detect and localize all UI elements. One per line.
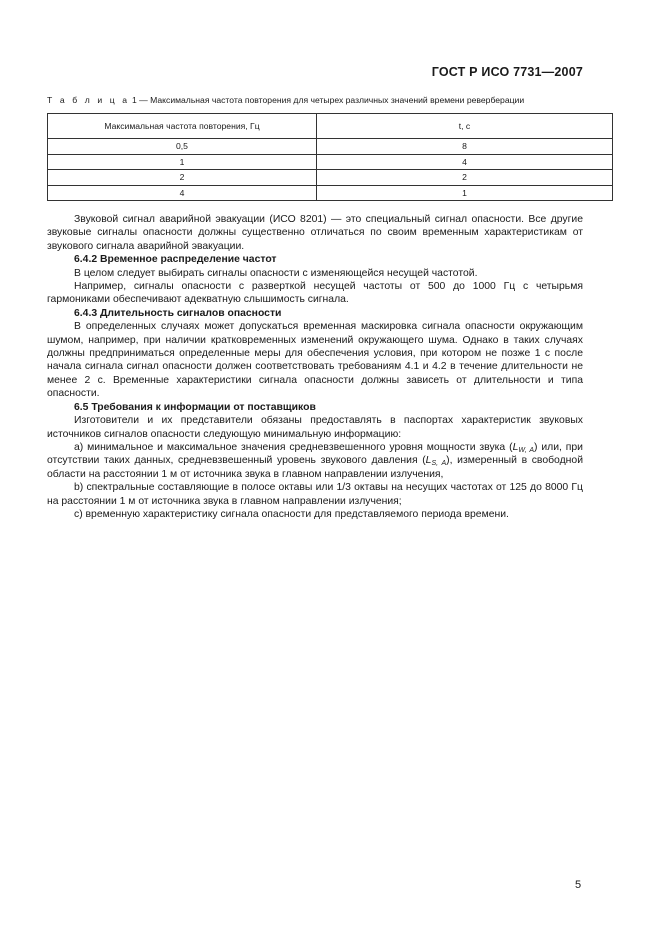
list-item-a: a) минимальное и максимальное значения средневзвешенного уровня мощности звука $(L_{W, A})$ или, при отсутствии таких данных, средневзвешенный уровень звукового давления $(L_{S, A})$, измеренный в свободной области на расстоянии 1 м от источника звука в главном направлении излучения, <box>47 441 583 480</box>
table-cell: 8 <box>317 139 613 155</box>
table-cell: 4 <box>48 185 317 201</box>
table-header-row <box>48 114 613 139</box>
section-heading-6-5: 6.5 Требования к информации от поставщиков <box>74 401 316 413</box>
table-cell: 0,5 <box>48 139 317 155</box>
table-cell: 2 <box>48 170 317 186</box>
section-heading-6-4-2: 6.4.2 Временное распределение частот <box>74 254 277 266</box>
paragraph-carrier-frequency: В целом следует выбирать сигналы опасности с изменяющейся несущей частотой. <box>74 267 478 279</box>
list-item-b: b) спектральные составляющие в полосе октавы или 1/3 октавы на несущих частотах от 125 до 8000 Гц на расстоянии 1 м от источника звука в главном направлении излучения; <box>47 482 583 507</box>
table-cell: 2 <box>317 170 613 186</box>
paragraph-sweep-example: Например, сигналы опасности с разверткой несущей частоты от 500 до 1000 Гц с четырьмя гармониками обеспечивают адекватную слышимость сигнала. <box>47 281 583 306</box>
list-item-c: c) временную характеристику сигнала опасности для представляемого периода времени. <box>74 508 509 520</box>
table-cell: 1 <box>48 154 317 170</box>
table-caption-text: 1 — Максимальная частота повторения для четырех различных значений времени реверберации <box>131 95 525 105</box>
table-row <box>48 185 613 201</box>
document-id: ГОСТ Р ИСО 7731—2007 <box>431 65 583 79</box>
paragraph-supplier-info: Изготовители и их представители обязаны предоставлять в паспортах характеристик звуковых источников сигналов опасности следующую минимальную информацию: <box>47 415 583 440</box>
section-heading-6-4-3: 6.4.3 Длительность сигналов опасности <box>74 307 282 319</box>
table-row <box>48 154 613 170</box>
table-cell: 4 <box>317 154 613 170</box>
table-row <box>48 170 613 186</box>
repetition-frequency-table <box>47 113 613 201</box>
table-caption-prefix: Т а б л и ц а <box>47 95 130 105</box>
table-row <box>48 139 613 155</box>
table-caption <box>47 95 524 105</box>
document-body <box>47 213 583 521</box>
page-number: 5 <box>575 879 582 891</box>
paragraph-signal-duration: В определенных случаях может допускаться временная маскировка сигнала опасности окружающим шумом, например, при наличии кратковременных изменений окружающего шума. Однако в таких случаях должны предприниматься определенные меры для обеспечения условия, при котором не позже 1 с после начала сигнала сигнал опасности должен соответствовать требованиям 4.1 и 4.2 в течение длительности не менее 2 с. Временные характеристики сигнала опасности должны зависеть от длительности и типа опасности. <box>47 321 583 400</box>
table-header-frequency: Максимальная частота повторения, Гц <box>48 114 317 139</box>
table-cell: 1 <box>317 185 613 201</box>
table-header-time: t, c <box>317 114 613 139</box>
paragraph-evacuation-signal: Звуковой сигнал аварийной эвакуации (ИСО 8201) — это специальный сигнал опасности. Все другие звуковые сигналы опасности должны существенно отличаться по своим временным характеристикам от звукового сигнала аварийной эвакуации. <box>47 214 583 252</box>
